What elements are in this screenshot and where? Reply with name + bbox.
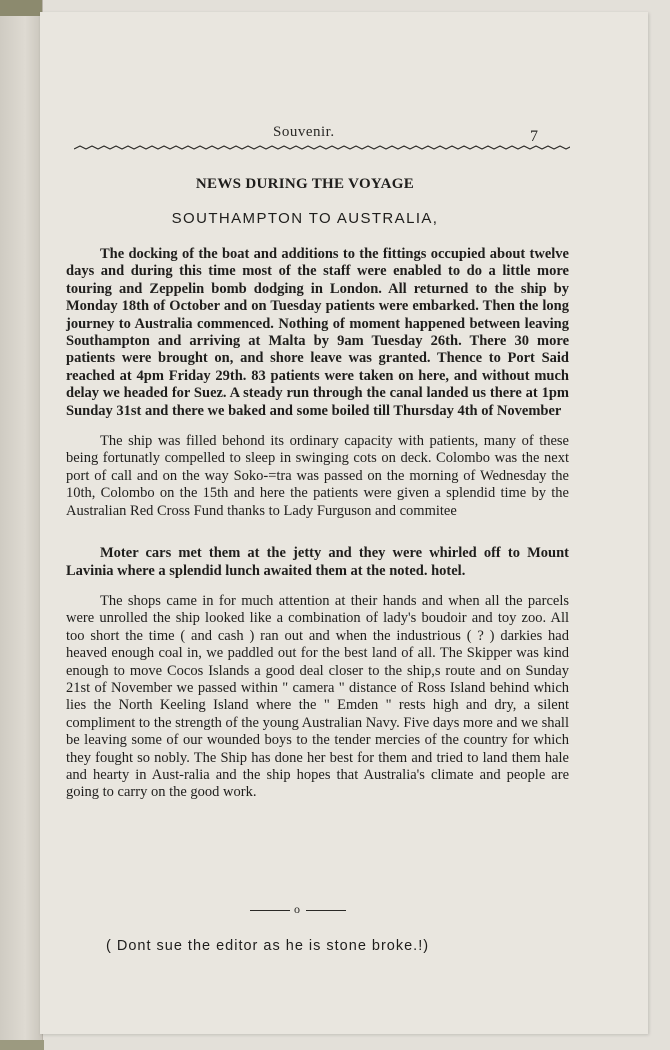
article-subheadline: SOUTHAMPTON TO AUSTRALIA, <box>171 210 439 227</box>
wavy-rule-ornament <box>74 142 570 156</box>
running-title: Souvenir. <box>273 124 335 140</box>
divider-line-left <box>250 910 290 911</box>
section-divider <box>250 902 346 918</box>
document-page <box>40 12 648 1034</box>
divider-line-right <box>306 910 346 911</box>
divider-mark: o <box>294 902 300 916</box>
binding-tab <box>0 0 42 16</box>
binding-bottom <box>0 1040 44 1050</box>
page-number: 7 <box>530 128 538 145</box>
article-headline: NEWS DURING THE VOYAGE <box>195 176 415 192</box>
editor-footnote: ( Dont sue the editor as he is stone broke.!) <box>106 938 430 954</box>
article-body <box>66 246 569 802</box>
paragraph-ship-filled: The ship was filled behond its ordinary capacity with patients, many of these being fortunatly compelled to sleep in swinging cots on deck. Colombo was the next port of call and on the way Soko-=tra was passed on the morning of Wednesday the 10th, Colombo on the 15th and here the patients were given a splendid time by the Australian Red Cross Fund thanks to Lady Furguson and commitee <box>66 433 569 519</box>
facing-page-edge <box>0 0 43 1050</box>
paragraph-shops: The shops came in for much attention at their hands and when all the parcels were unrolled the ship looked like a combination of lady's boudoir and toy zoo. All too short the time ( and cash ) ran out and when the industrious ( ? ) darkies had heaved enough coal in, we paddled out for the best land of all. The Skipper was kind enough to move Cocos Islands a good deal closer to the ship,s route and on Sunday 21st of November we passed within " camera " distance of Ross Island behind which lies the North Keeling Island where the " Emden " rests high and dry, a silent compliment to the strength of the young Australian Navy. Five days more and we shall be leaving some of our wounded boys to the tender mercies of the country for which they fought so nobly. The Ship has done her best for them and tried to land them hale and hearty in Aust-ralia and the ship hopes that Australia's climate and people are going to carry on the good work. <box>66 592 569 801</box>
paragraph-docking: The docking of the boat and additions to the fittings occupied about twelve days and during this time most of the staff were enabled to do a little more touring and Zeppelin bomb dodging in London. All returned to the ship by Monday 18th of October and on Tuesday patients were embarked. Then the long journey to Australia commenced. Nothing of moment happened between leaving Southampton and arriving at Malta by 9am Tuesday 26th. There 30 more patients were brought on, and shore leave was granted. Thence to Port Said reached at 4pm Friday 29th. 83 patients were taken on here, and without much delay we headed for Suez. A steady run through the canal landed us there at 1pm Sunday 31st and there we baked and some boiled till Thursday 4th of November <box>66 246 569 419</box>
paragraph-moter-cars: Moter cars met them at the jetty and they were whirled off to Mount Lavinia where a splendid lunch awaited them at the noted. hotel. <box>66 545 569 579</box>
